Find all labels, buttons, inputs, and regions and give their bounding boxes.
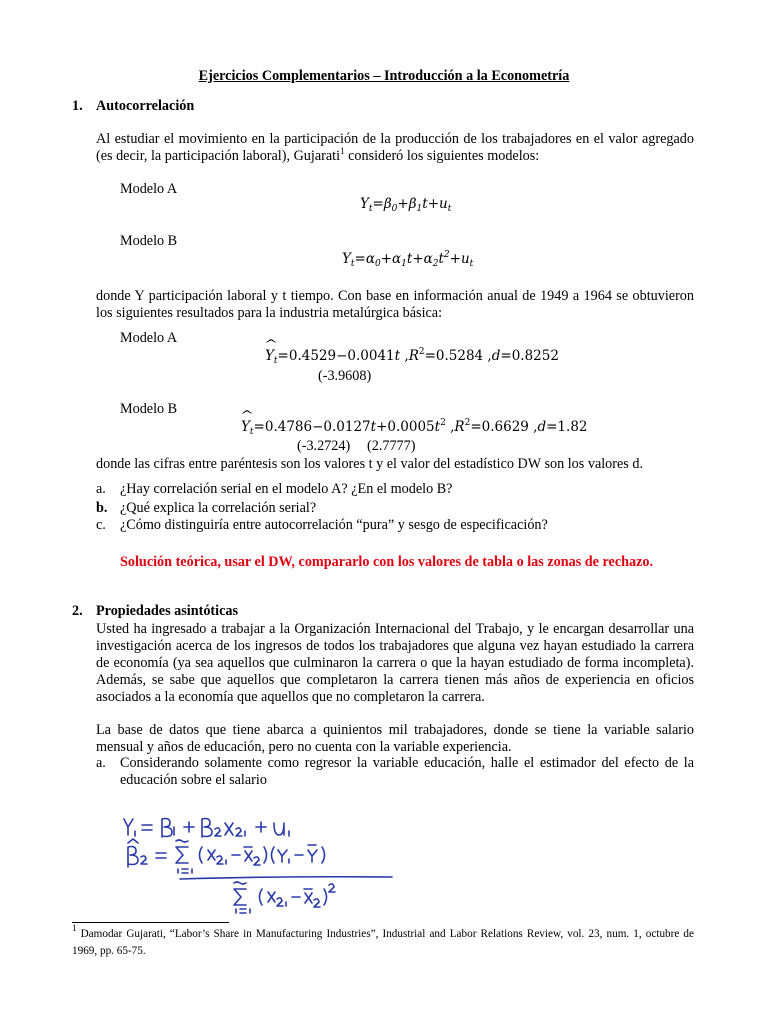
modelo-b-equation: $Y_t=\alpha_0+\alpha_1t+\alpha_2t^2+u_t$ [342, 250, 474, 269]
section-1-intro: Al estudiar el movimiento en la participación de la producción de los trabajadores en el valor agregado (es decir, la participación laboral), Gujarati$^1$ consideró los siguientes modelos: [96, 131, 694, 164]
modelo-a-equation: $Y_t=\beta_0+\beta_1t+u_t$ [360, 196, 452, 214]
modelo-a-label-2: Modelo A [120, 330, 178, 346]
document-page: Ejercicios Complementarios – Introducción a la Econometría 1. Autocorrelación Al estudiar el movimiento en la participación de la producción de los trabajadores en el valor agregado (es decir, la participación laboral), Gujarati$^1$ consideró los siguientes modelos: Modelo A $Y_t=\beta_0+\beta_1t+u_t$ Modelo B $Y_t=\alpha_0+\alpha_1t+\alpha_2t^2+u_t$ donde Y participación laboral y t tiempo. Con base en información anual de 1949 a 1964 se obtuvieron los siguientes resultados para la industria metalúrgica básica: Modelo A ^ $Y_t=0.4529-0.0041t$ $,R^2=0.5284$ ,d=0.8252 (-3.9608) Modelo B ^ $Y_t=0.4786-0.0127t+0.0005t^2$ $,R^2=0.6629$ ,d=1.82 (-3.2724) (2.7777) donde las cifras entre paréntesis son los valores t y el valor del estadístico DW son los valores d. a. ¿Hay correlación serial en el modelo A? ¿En el modelo B? b. ¿Qué explica la correlación serial? c. ¿Cómo distinguiría entre autocorrelación “pura” y sesgo de especificación? Solución teórica, usar el DW, compararlo con los valores de tabla o las zonas de rechazo. 2. Propiedades asintóticas Usted ha ingresado a trabajar a la Organización Internacional del Trabajo, y le encargan desarrollar una investigación acerca de los ingresos de todos los trabajadores que alguna vez hayan estudiado la carrera de economía (ya sea aquellos que culminaron la carrera o que la hayan estudiado de forma incompleta). Además, se sabe que aquellos que completaron la carrera tienen más años de experiencia en oficios asociados a la economía que aquellos que no completaron la carrera. La base de datos que tiene abarca a quinientos mil trabajadores, donde se tiene la variable salario mensual y años de educación, pero no cuenta con la variable experiencia. a. Considerando solamente como regresor la variable educación, halle el estimador del efecto de la educación sobre el salario $^1$ Damodar Gujarati, “Labor’s Share in Manufacturing Industries”, Industrial and Labor Relations Review, vol. 23, num. 1, octubre de 1969, pp. 65-75. [0, 0, 768, 1024]
section-2-heading: Propiedades asintóticas [96, 603, 239, 619]
solution-note: Solución teórica, usar el DW, compararlo con los valores de tabla o las zonas de rechazo. [120, 554, 654, 570]
result-a-tstat: (-3.9608) [318, 368, 372, 384]
section-2-paragraph-2: La base de datos que tiene abarca a quinientos mil trabajadores, donde se tiene la variable salario mensual y años de educación, pero no cuenta con la variable experiencia. [96, 722, 694, 755]
handwritten-estimator-formula [118, 805, 418, 915]
section-1-donde: donde Y participación laboral y t tiempo. Con base en información anual de 1949 a 1964 se obtuvieron los siguientes resultados para la industria metalúrgica básica: [96, 288, 694, 321]
result-a-equation: ^ $Y_t=0.4529-0.0041t$ $,R^2=0.5284$ ,d=0.8252 [265, 348, 559, 364]
footnote-separator [72, 922, 229, 923]
footnote: $^1$ Damodar Gujarati, “Labor’s Share in Manufacturing Industries”, Industrial and Labor Relations Review, vol. 23, num. 1, octubre de 1969, pp. 65-75. [72, 923, 694, 957]
section-1-heading: Autocorrelación [96, 98, 195, 114]
modelo-b-label-2: Modelo B [120, 401, 178, 417]
document-title: Ejercicios Complementarios – Introducción a la Econometría [198, 68, 570, 84]
section-2-number: 2. [72, 603, 83, 619]
result-b-tstat-2: (2.7777) [367, 438, 416, 454]
modelo-b-label: Modelo B [120, 233, 178, 249]
modelo-a-label: Modelo A [120, 181, 178, 197]
section-1-cifras: donde las cifras entre paréntesis son los valores t y el valor del estadístico DW son los valores d. [96, 456, 644, 472]
result-b-tstat-1: (-3.2724) [297, 438, 351, 454]
section-2-paragraph-1: Usted ha ingresado a trabajar a la Organización Internacional del Trabajo, y le encargan desarrollar una investigación acerca de los ingresos de todos los trabajadores que alguna vez hayan estudiado la carrera de economía (ya sea aquellos que culminaron la carrera o que la hayan estudiado de forma incompleta). Además, se sabe que aquellos que completaron la carrera tienen más años de experiencia en oficios asociados a la economía que aquellos que no completaron la carrera. [96, 621, 694, 705]
section-1-number: 1. [72, 98, 83, 114]
result-b-equation: ^ $Y_t=0.4786-0.0127t+0.0005t^2$ $,R^2=0.6629$ ,d=1.82 [241, 419, 588, 435]
question-2a-text: Considerando solamente como regresor la variable educación, halle el estimador del efecto de la educación sobre el salario [120, 755, 694, 788]
